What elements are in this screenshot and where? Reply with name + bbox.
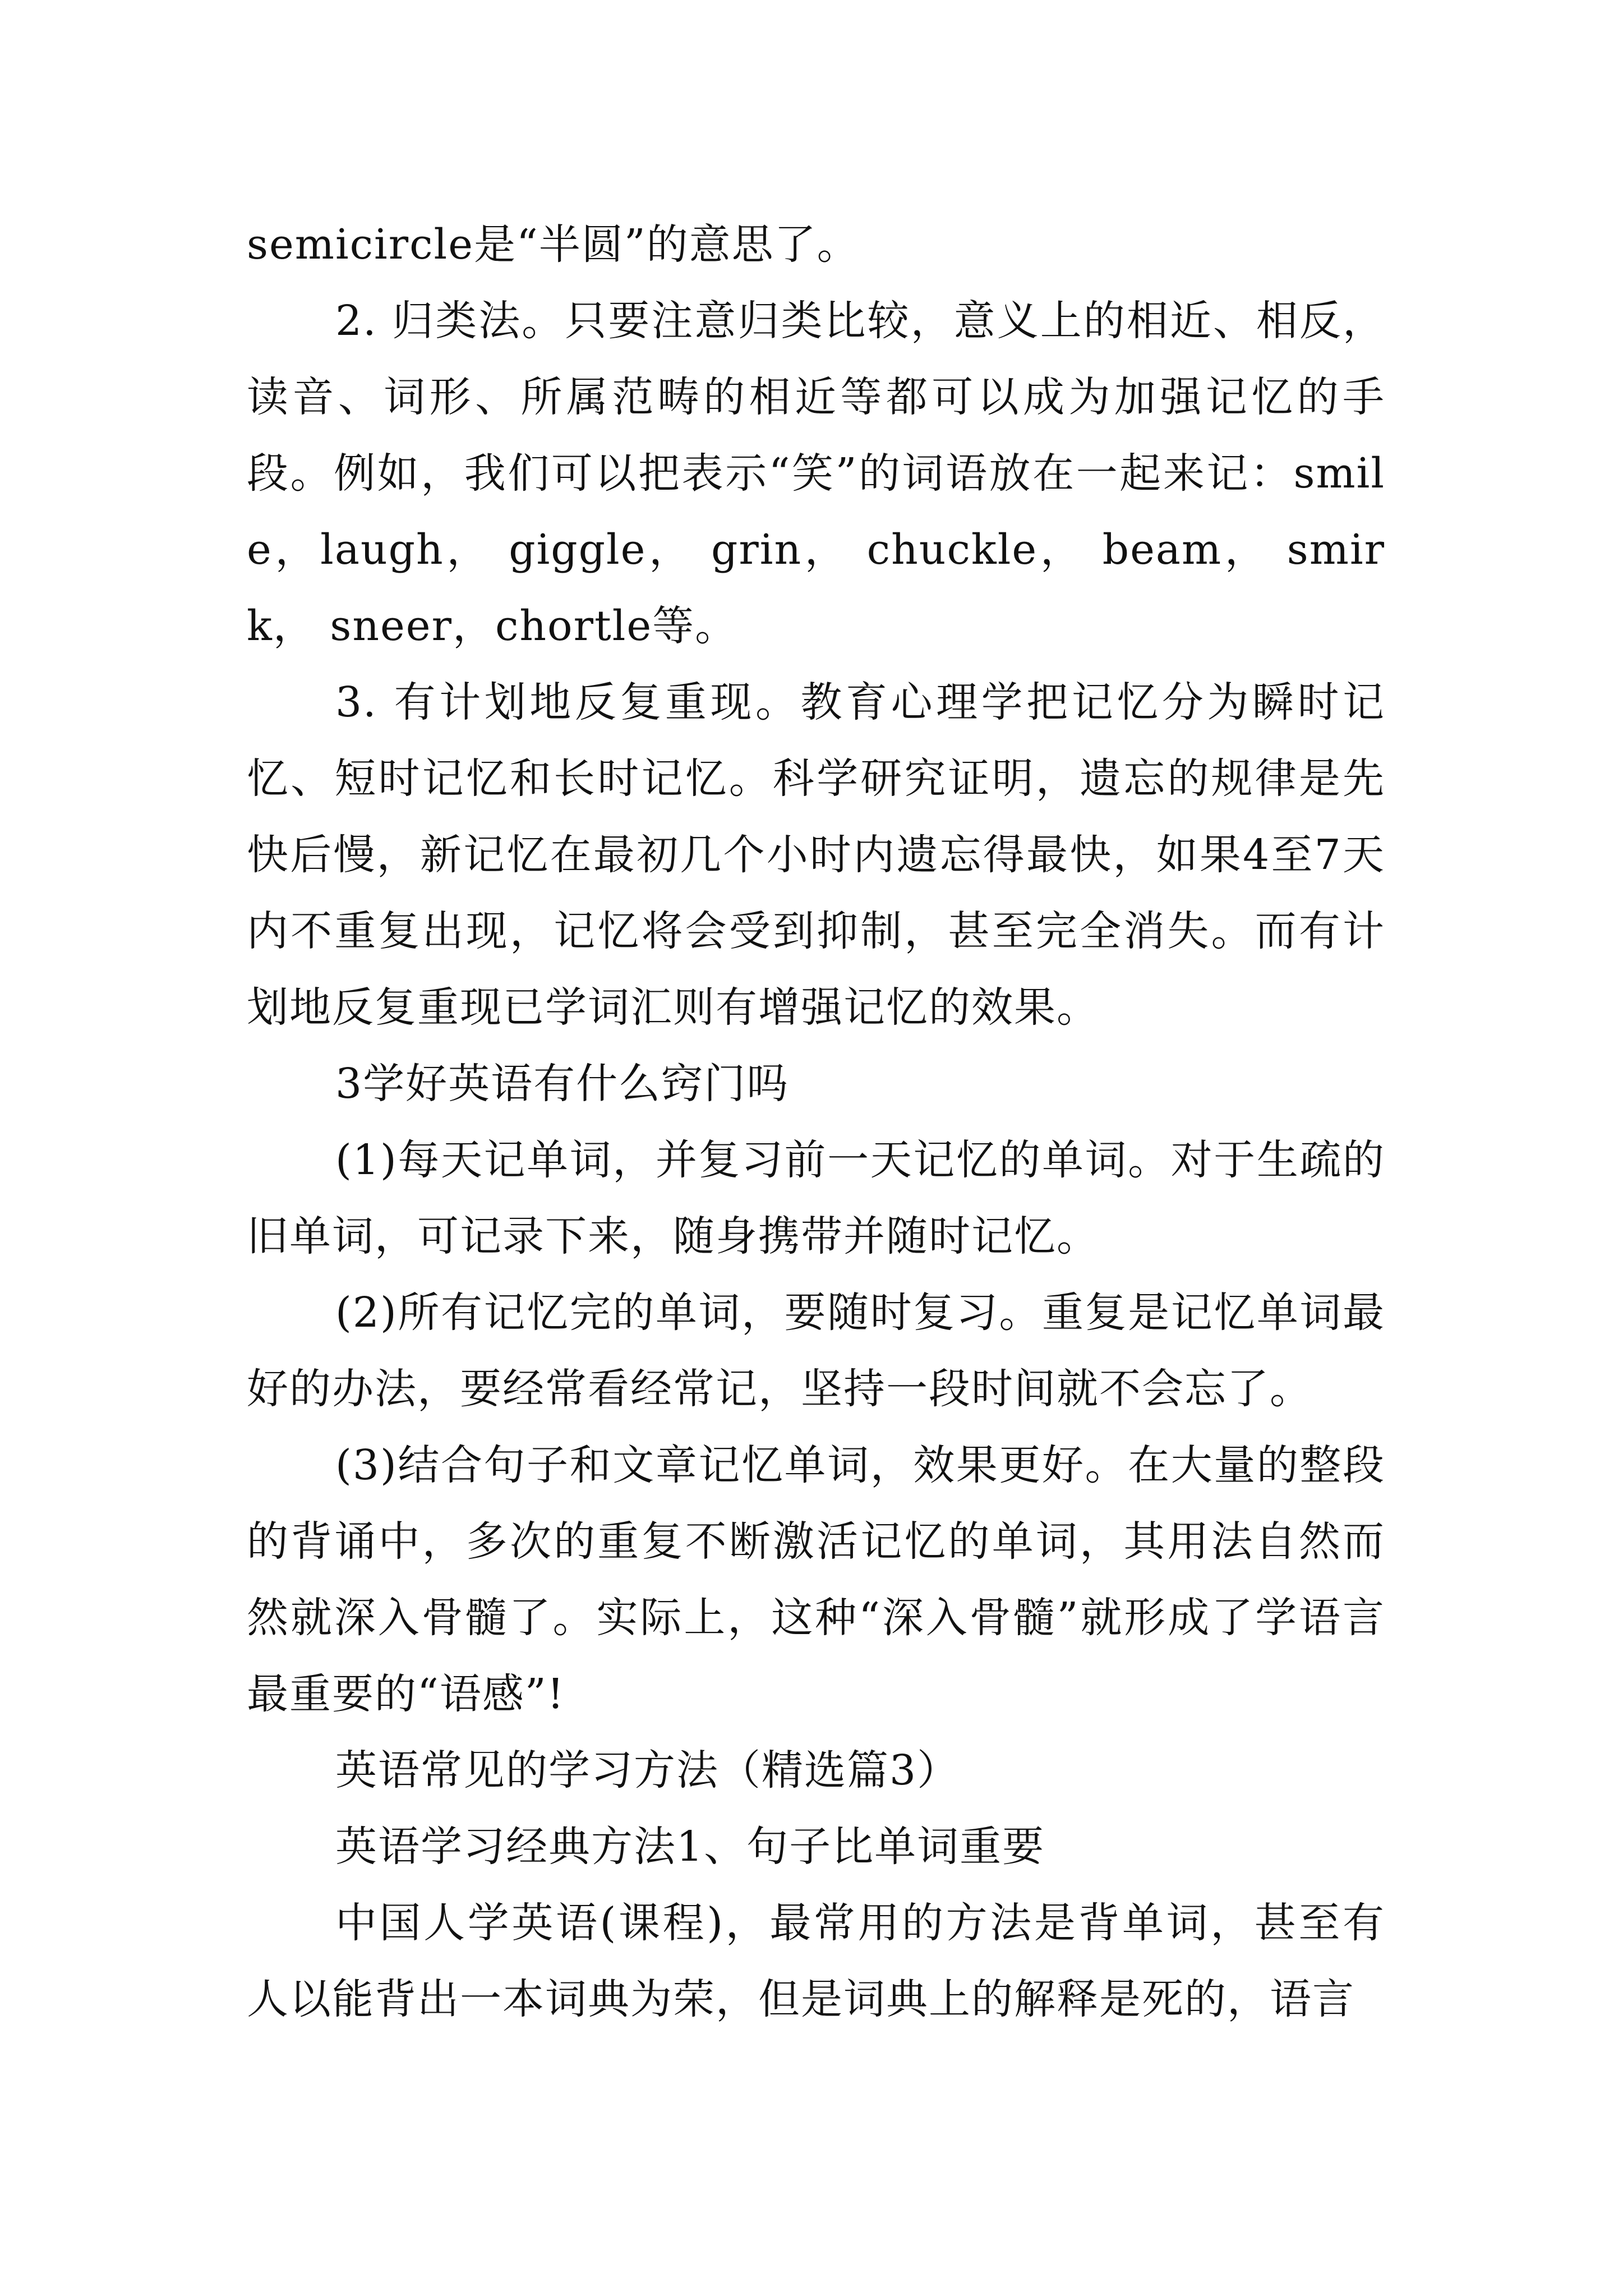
paragraph-tip-2: (2)所有记忆完的单词，要随时复习。重复是记忆单词最好的办法，要经常看经常记，坚持一段时间就不会忘了。 — [247, 1289, 1385, 1413]
paragraph-tip-1: (1)每天记单词，并复习前一天记忆的单词。对于生疏的旧单词，可记录下来，随身携带并随时记忆。 — [247, 1136, 1385, 1260]
paragraph-planned-repetition: 3. 有计划地反复重现。教育心理学把记忆分为瞬时记忆、短时记忆和长时记忆。科学研究证明，遗忘的规律是先快后慢，新记忆在最初几个小时内遗忘得最快，如果4至7天内不重复出现，记忆将会受到抑制，甚至完全消失。而有计划地反复重现已学词汇则有增强记忆的效果。 — [247, 678, 1385, 1032]
paragraph-tip-3: (3)结合句子和文章记忆单词，效果更好。在大量的整段的背诵中，多次的重复不断激活记忆的单词，其用法自然而然就深入骨髓了。实际上，这种“深入骨髓”就形成了学语言最重要的“语感”! — [247, 1441, 1385, 1718]
paragraph-classification-method: 2. 归类法。只要注意归类比较，意义上的相近、相反，读音、词形、所属范畴的相近等都可以成为加强记忆的手段。例如，我们可以把表示“笑”的词语放在一起来记：smile，laugh， giggle， grin， chuckle， beam， smirk， sneer，chortle等。 — [247, 297, 1385, 650]
section-heading-methods-part3: 英语常见的学习方法（精选篇3） — [335, 1746, 960, 1795]
document-body — [247, 206, 1385, 2037]
paragraph-semicircle-definition: semicircle是“半圆”的意思了。 — [247, 220, 860, 269]
paragraph-method-1-body: 中国人学英语(课程)，最常用的方法是背单词，甚至有人以能背出一本词典为荣，但是词典上的解释是死的，语言 — [247, 1899, 1385, 2023]
subheading-method-1: 英语学习经典方法1、句子比单词重要 — [335, 1823, 1045, 1871]
section-heading-tips: 3学好英语有什么窍门吗 — [335, 1060, 790, 1108]
